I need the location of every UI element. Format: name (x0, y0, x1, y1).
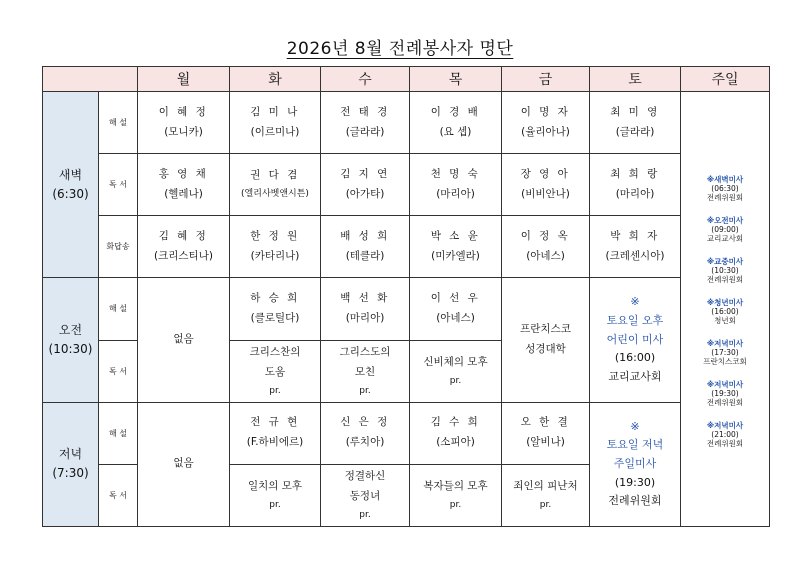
cell-name: 김 지 연 (아가타) (321, 154, 410, 216)
header-tue: 화 (230, 67, 321, 92)
role-psalm: 화답송 (99, 216, 138, 278)
cell-name: 전 태 경 (글라라) (321, 92, 410, 154)
cell-name: 장 영 아 (비비안나) (502, 154, 590, 216)
slot-morning: 오전 (10:30) (43, 278, 99, 402)
header-sat: 토 (590, 67, 681, 92)
cell-name: 오 한 결 (알비나) (502, 402, 590, 464)
cell-name: 하 승 희 (클로틸다) (230, 278, 321, 340)
sunday-mass: ※저녁미사 (21:00) 전례위원회 (706, 420, 744, 448)
cell-name: 김 수 희 (소피아) (410, 402, 502, 464)
cell-name: 이 명 자 (율리아나) (502, 92, 590, 154)
cell-name: 천 명 숙 (마리아) (410, 154, 502, 216)
cell-group: 복자들의 모후 pr. (410, 464, 502, 526)
cell-group: 정결하신 동정녀 pr. (321, 464, 410, 526)
header-mon: 월 (138, 67, 230, 92)
cell-group: 그리스도의 모친 pr. (321, 340, 410, 402)
evening-commentary-row (43, 402, 770, 464)
cell-name: 이 경 배 (요 셉) (410, 92, 502, 154)
slot-evening: 저녁 (7:30) (43, 402, 99, 526)
cell-name: 전 규 현 (F.하비에르) (230, 402, 321, 464)
header-sun: 주일 (681, 67, 770, 92)
role-reading: 독 서 (99, 154, 138, 216)
cell-name: 이 혜 정 (모니카) (138, 92, 230, 154)
cell-name: 최 미 영 (글라라) (590, 92, 681, 154)
header-thu: 목 (410, 67, 502, 92)
cell-name: 김 혜 정 (크리스티나) (138, 216, 230, 278)
cell-name: 한 정 원 (카타리나) (230, 216, 321, 278)
cell-none: 없음 (138, 278, 230, 402)
sunday-mass: ※청년미사 (16:00) 청년회 (706, 297, 744, 325)
header-wed: 수 (321, 67, 410, 92)
cell-saturday-children-mass: ※ 토요일 오후 어린이 미사 (16:00) 교리교사회 (590, 278, 681, 402)
cell-name: 최 희 랑 (마리아) (590, 154, 681, 216)
cell-name: 박 소 윤 (미카엘라) (410, 216, 502, 278)
role-commentary: 해 설 (99, 278, 138, 340)
sunday-mass: ※저녁미사 (19:30) 전례위원회 (706, 379, 744, 407)
cell-group: 일치의 모후 pr. (230, 464, 321, 526)
header-row (43, 67, 770, 92)
cell-name: 박 희 자 (크레센시아) (590, 216, 681, 278)
cell-name: 홍 영 채 (헬레나) (138, 154, 230, 216)
schedule-table (42, 66, 770, 527)
role-reading: 독 서 (99, 464, 138, 526)
cell-name: 신 은 정 (루치아) (321, 402, 410, 464)
sunday-mass: ※오전미사 (09:00) 교리교사회 (706, 215, 744, 243)
cell-name: 김 미 나 (이르미나) (230, 92, 321, 154)
dawn-commentary-row (43, 92, 770, 154)
cell-none: 없음 (138, 402, 230, 526)
role-reading: 독 서 (99, 340, 138, 402)
sunday-mass: ※새벽미사 (06:30) 전례위원회 (706, 174, 744, 202)
role-commentary: 해 설 (99, 402, 138, 464)
role-commentary: 해 설 (99, 92, 138, 154)
dawn-reading-row (43, 154, 770, 216)
cell-name: 이 정 옥 (아네스) (502, 216, 590, 278)
cell-name: 백 선 화 (마리아) (321, 278, 410, 340)
sunday-mass: ※저녁미사 (17:30) 프란치스코회 (703, 338, 747, 366)
header-fri: 금 (502, 67, 590, 92)
cell-bible-college: 프란치스코 성경대학 (502, 278, 590, 402)
header-blank (43, 67, 138, 92)
cell-name: 배 성 희 (테클라) (321, 216, 410, 278)
cell-name: 이 선 우 (아네스) (410, 278, 502, 340)
cell-name: 권 다 겸 (엘리사벳앤시튼) (230, 154, 321, 216)
cell-group: 죄인의 피난처 pr. (502, 464, 590, 526)
slot-dawn: 새벽 (6:30) (43, 92, 99, 278)
cell-group: 크리스찬의 도움 pr. (230, 340, 321, 402)
dawn-psalm-row (43, 216, 770, 278)
cell-group: 신비체의 모후 pr. (410, 340, 502, 402)
sunday-mass: ※교중미사 (10:30) 전례위원회 (706, 256, 744, 284)
cell-saturday-evening-mass: ※ 토요일 저녁 주일미사 (19:30) 전례위원회 (590, 402, 681, 526)
page-title: 2026년 8월 전례봉사자 명단 (286, 39, 514, 59)
morning-commentary-row (43, 278, 770, 340)
sunday-mass-column (681, 92, 770, 527)
